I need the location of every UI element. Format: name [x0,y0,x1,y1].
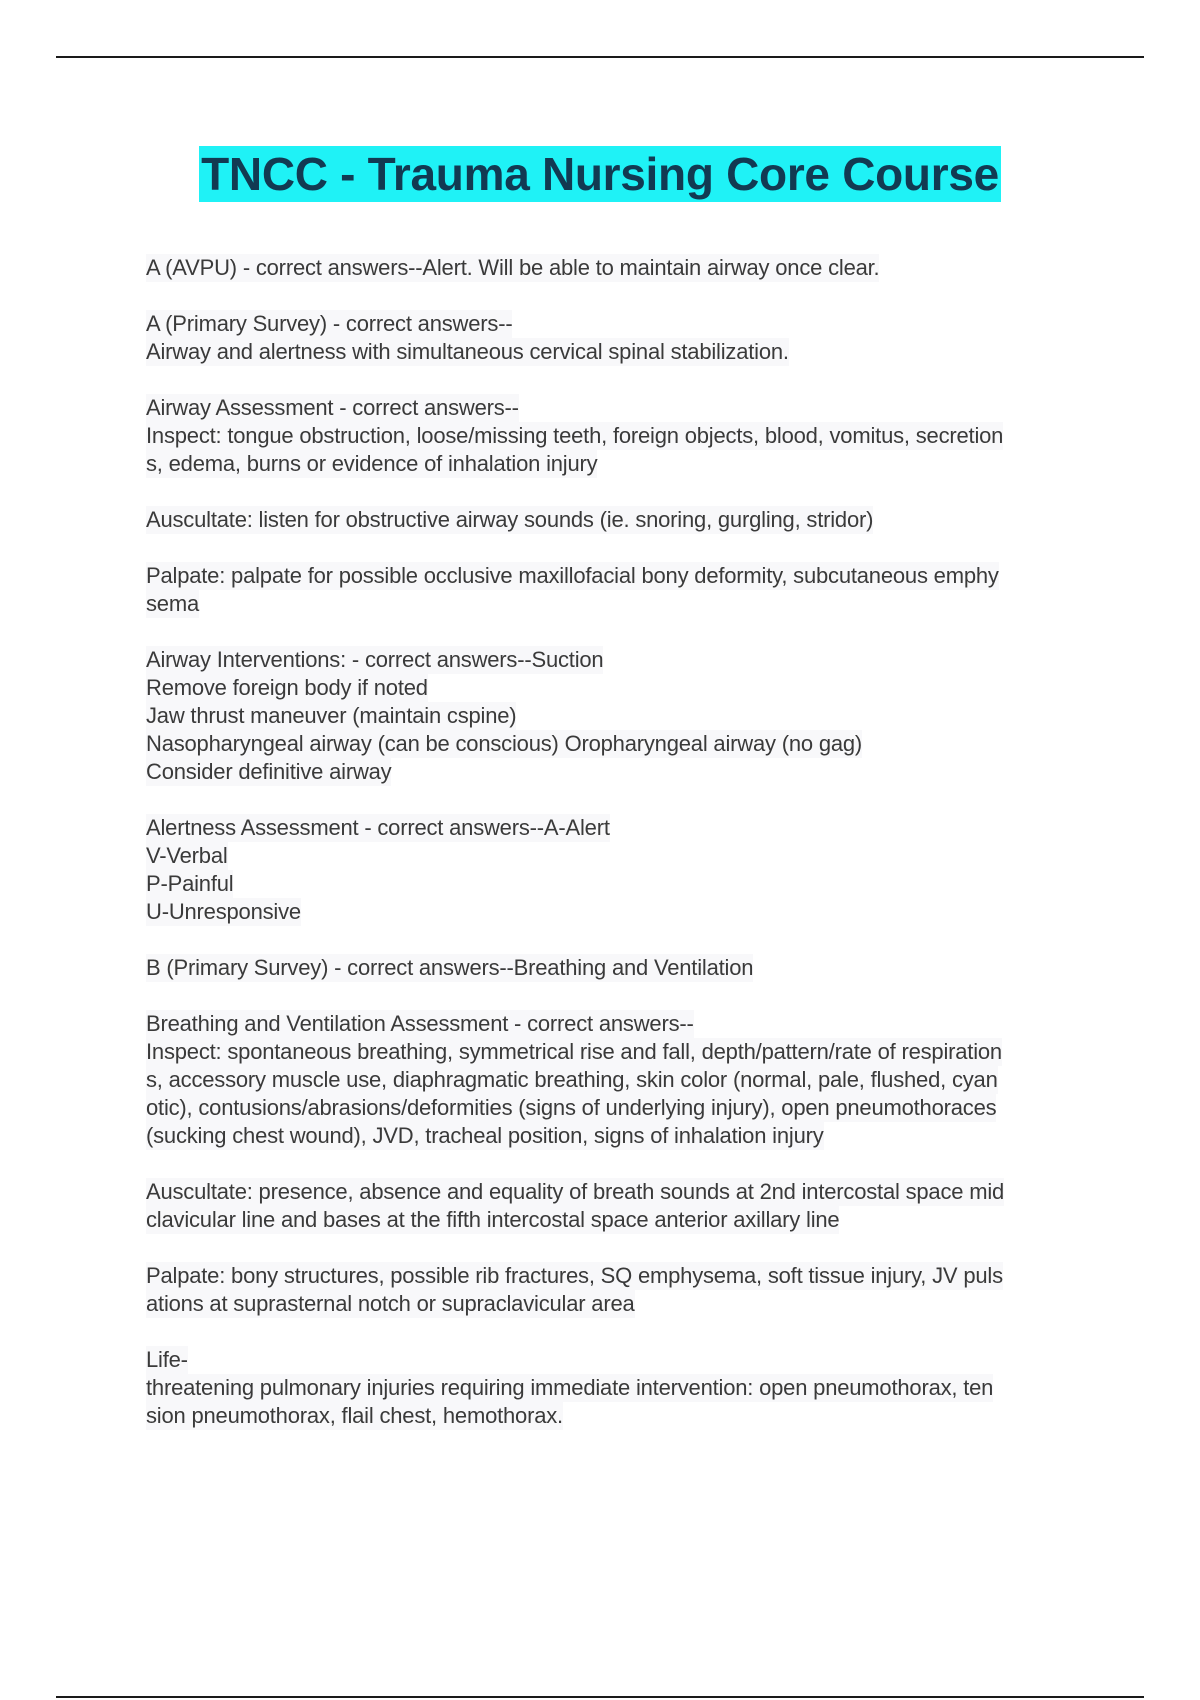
qa-entry [146,562,1096,618]
bottom-rule [56,1696,1144,1698]
top-rule [56,56,1144,58]
entry-text-line: clavicular line and bases at the fifth intercostal space anterior axillary line [146,1207,840,1232]
entry-text-line: s, accessory muscle use, diaphragmatic breathing, skin color (normal, pale, flushed, cyan [146,1067,998,1092]
qa-entry [146,394,1096,478]
title-container [0,146,1200,202]
entry-text-line: s, edema, burns or evidence of inhalation injury [146,451,598,476]
entry-text-line: sion pneumothorax, flail chest, hemothorax. [146,1403,563,1428]
entry-text-line: Airway and alertness with simultaneous cervical spinal stabilization. [146,339,789,364]
entry-text-line: Nasopharyngeal airway (can be conscious) Oropharyngeal airway (no gag) [146,731,863,756]
qa-entry [146,814,1096,926]
entry-text-line: Jaw thrust maneuver (maintain cspine) [146,703,517,728]
entry-text-line: Remove foreign body if noted [146,675,428,700]
entry-text-line: threatening pulmonary injuries requiring immediate intervention: open pneumothorax, ten [146,1375,994,1400]
document-title: TNCC - Trauma Nursing Core Course [201,148,999,200]
entry-text-line: Palpate: palpate for possible occlusive maxillofacial bony deformity, subcutaneous emphy [146,563,999,588]
entry-text-line: Airway Assessment - correct answers-- [146,395,519,420]
qa-entry [146,1178,1096,1234]
entry-text-line: Auscultate: listen for obstructive airway sounds (ie. snoring, gurgling, stridor) [146,507,874,532]
qa-entry [146,1010,1096,1150]
qa-entry [146,1262,1096,1318]
entry-text-line: B (Primary Survey) - correct answers--Breathing and Ventilation [146,955,754,980]
entry-text-line: Airway Interventions: - correct answers--Suction [146,647,604,672]
qa-entry [146,954,1096,982]
entry-text-line: Breathing and Ventilation Assessment - correct answers-- [146,1011,694,1036]
entry-text-line: Inspect: tongue obstruction, loose/missing teeth, foreign objects, blood, vomitus, secretion [146,423,1004,448]
entry-text-line: Consider definitive airway [146,759,392,784]
entry-text-line: U-Unresponsive [146,899,301,924]
entry-text-line: P-Painful [146,871,234,896]
entry-text-line: ations at suprasternal notch or supraclavicular area [146,1291,635,1316]
entry-text-line: A (Primary Survey) - correct answers-- [146,311,513,336]
qa-entry [146,1346,1096,1430]
entry-text-line: Alertness Assessment - correct answers--A-Alert [146,815,610,840]
qa-entry [146,646,1096,786]
entry-text-line: A (AVPU) - correct answers--Alert. Will be able to maintain airway once clear. [146,255,880,280]
entry-text-line: Auscultate: presence, absence and equality of breath sounds at 2nd intercostal space mid [146,1179,1005,1204]
document-body [146,254,1096,1458]
qa-entry [146,254,1096,282]
entry-text-line: Life- [146,1347,188,1372]
entry-text-line: V-Verbal [146,843,228,868]
entry-text-line: otic), contusions/abrasions/deformities (signs of underlying injury), open pneumothoraces [146,1095,997,1120]
qa-entry [146,310,1096,366]
entry-text-line: (sucking chest wound), JVD, tracheal position, signs of inhalation injury [146,1123,824,1148]
entry-text-line: sema [146,591,199,616]
qa-entry [146,506,1096,534]
entry-text-line: Palpate: bony structures, possible rib fractures, SQ emphysema, soft tissue injury, JV puls [146,1263,1003,1288]
entry-text-line: Inspect: spontaneous breathing, symmetrical rise and fall, depth/pattern/rate of respiration [146,1039,1002,1064]
